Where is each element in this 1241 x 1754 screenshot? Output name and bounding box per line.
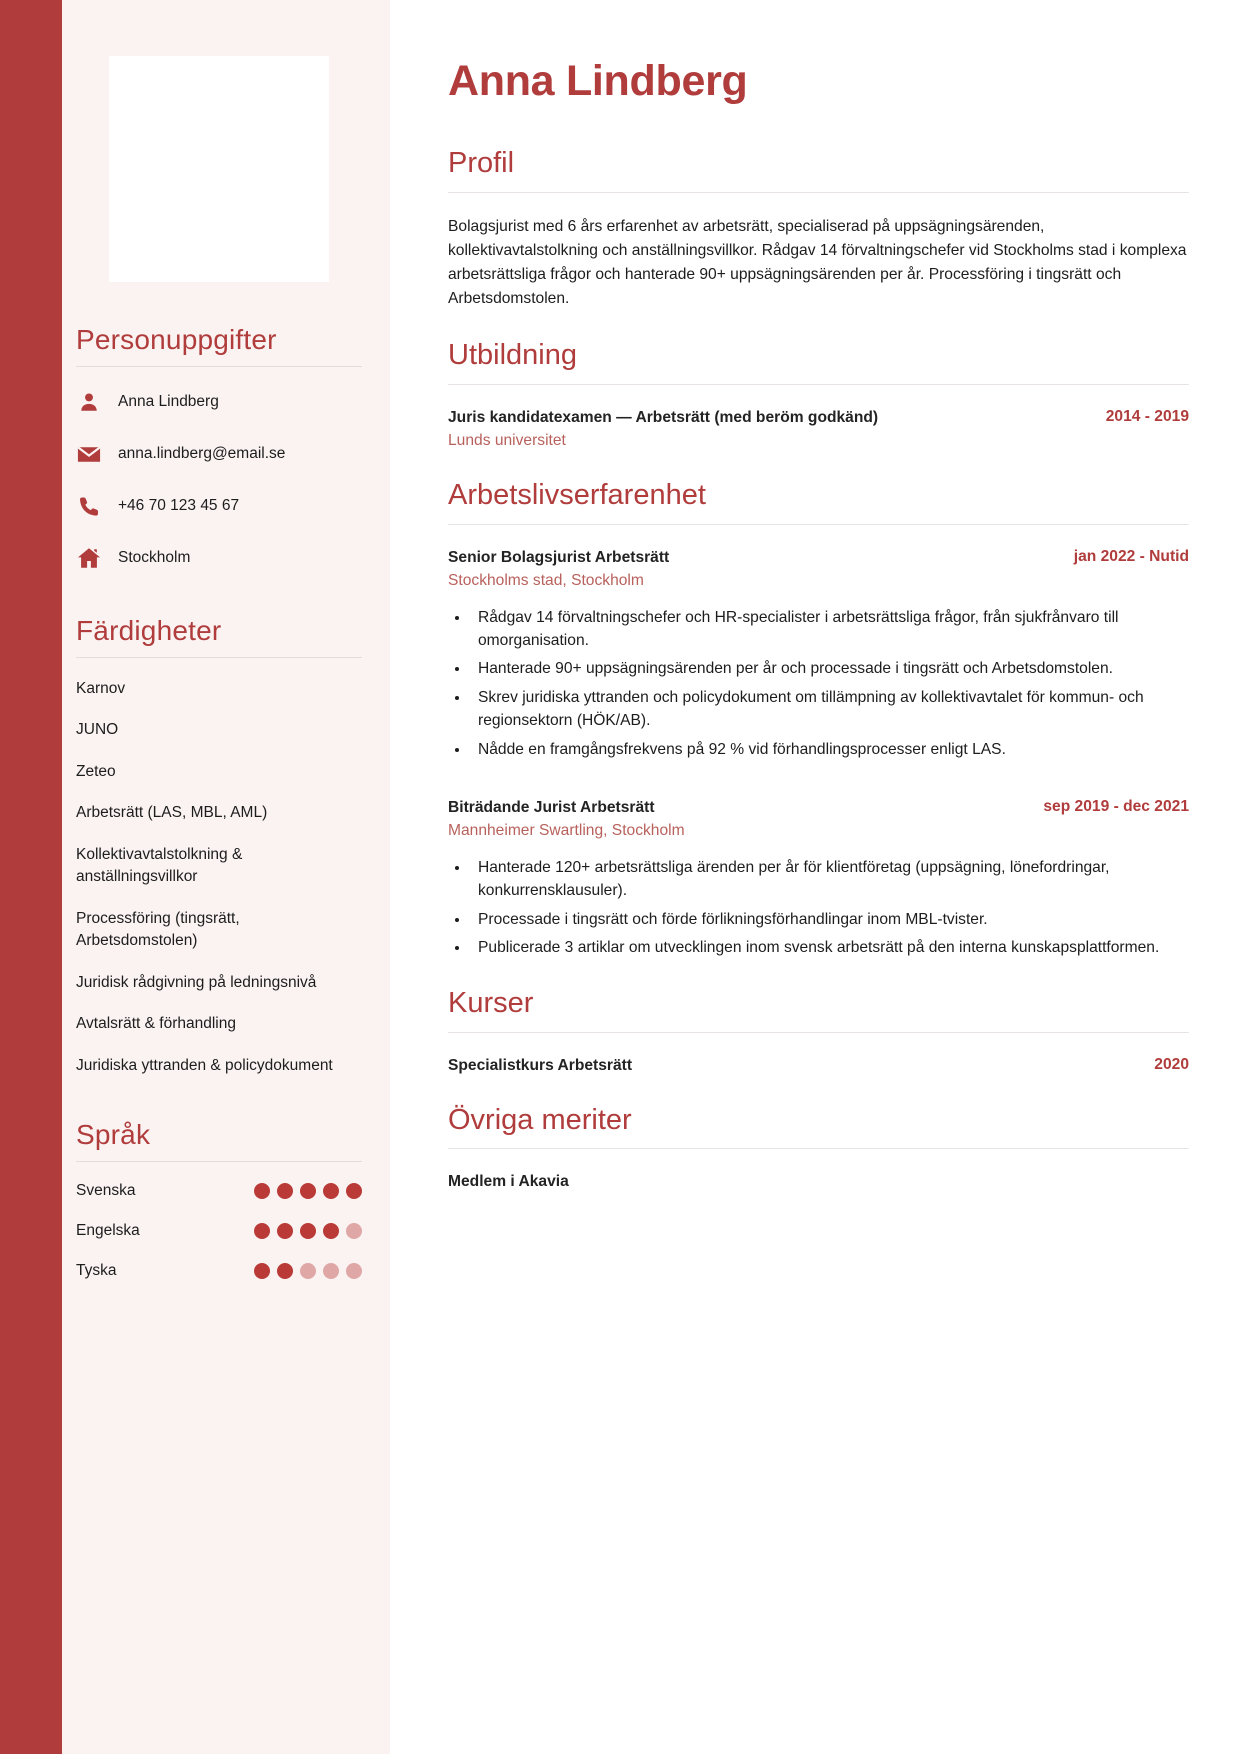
contact-value: +46 70 123 45 67: [118, 496, 240, 514]
entry-date: 2020: [1154, 1055, 1189, 1073]
section-heading-education: Utbildning: [448, 339, 577, 372]
entry-bullet: • Hanterade 120+ arbetsrättsliga ärenden per år för klientföretag (uppsägning, lönefordringar, konkurrensklausuler).: [470, 856, 1189, 903]
divider: [448, 384, 1189, 385]
skill-item: JUNO: [76, 721, 119, 739]
language-level-dot: [323, 1263, 339, 1279]
language-level-dot: [300, 1223, 316, 1239]
skill-item: Avtalsrätt & förhandling: [76, 1015, 236, 1033]
skill-item: Kollektivavtalstolkning & anställningsvillkor: [76, 845, 243, 886]
divider: [448, 1148, 1189, 1149]
language-level-dot: [346, 1263, 362, 1279]
sidebar-heading-personal: Personuppgifter: [76, 324, 277, 355]
section-education: [448, 339, 1189, 451]
skills-list: [76, 678, 362, 1077]
entry: [448, 407, 1189, 452]
entry: [448, 1055, 1189, 1076]
contact-row[interactable]: [76, 387, 362, 417]
entry-bullet: • Rådgav 14 förvaltningschefer och HR-specialister i arbetsrättsliga frågor, från sjukfrånvaro till omorganisation.: [470, 606, 1189, 653]
sidebar-heading-languages: Språk: [76, 1119, 151, 1151]
language-level-dot: [277, 1183, 293, 1199]
accent-stripe: [0, 0, 62, 1754]
entry-header: [448, 1055, 1189, 1076]
phone-icon: [76, 495, 102, 518]
entry-title: Biträdande Jurist Arbetsrätt: [448, 799, 655, 817]
contact-value: Anna Lindberg: [118, 392, 219, 410]
skill-item: Zeteo: [76, 762, 116, 780]
sidebar: [62, 0, 390, 1754]
language-name: Tyska: [76, 1262, 117, 1280]
language-level-dot: [300, 1263, 316, 1279]
divider: [76, 366, 362, 367]
language-row: [76, 1182, 362, 1200]
language-level-dots: [254, 1183, 362, 1199]
language-level-dot: [254, 1223, 270, 1239]
language-level-dot: [254, 1263, 270, 1279]
section-courses: [448, 987, 1189, 1075]
sidebar-heading-skills: Färdigheter: [76, 615, 222, 646]
language-row: [76, 1262, 362, 1280]
language-level-dot: [277, 1223, 293, 1239]
language-level-dots: [254, 1263, 362, 1279]
entry-title: Specialistkurs Arbetsrätt: [448, 1056, 633, 1074]
entry-bullet: • Hanterade 90+ uppsägningsärenden per år och processade i tingsrätt och Arbetsdomstolen.: [470, 657, 1189, 680]
entry-bullet: • Publicerade 3 artiklar om utvecklingen inom svensk arbetsrätt på den interna kunskapsplattformen.: [470, 936, 1189, 959]
section-experience: [448, 479, 1189, 959]
page-title: Anna Lindberg: [448, 57, 748, 105]
main-content: [390, 0, 1241, 1754]
entry-date: jan 2022 - Nutid: [1073, 547, 1189, 565]
entry-organization: Lunds universitet: [448, 431, 566, 449]
language-row: [76, 1222, 362, 1240]
language-level-dot: [323, 1183, 339, 1199]
divider: [448, 524, 1189, 525]
skill-item: Juridiska yttranden & policydokument: [76, 1056, 333, 1074]
language-level-dots: [254, 1223, 362, 1239]
profile-photo-placeholder: [109, 56, 329, 282]
entry-header: [448, 407, 1189, 428]
entry: [448, 547, 1189, 761]
contact-row[interactable]: [76, 439, 362, 469]
envelope-icon: [76, 445, 102, 464]
skill-item: Juridisk rådgivning på ledningsnivå: [76, 973, 317, 991]
section-heading-profile: Profil: [448, 147, 515, 180]
entry-bullets: [470, 606, 1189, 761]
language-level-dot: [277, 1263, 293, 1279]
contact-row[interactable]: [76, 543, 362, 573]
language-level-dot: [323, 1223, 339, 1239]
entry-bullet: • Nådde en framgångsfrekvens på 92 % vid förhandlingsprocesser enligt LAS.: [470, 738, 1189, 761]
divider: [76, 1161, 362, 1162]
home-icon: [76, 547, 102, 569]
entry-header: [448, 547, 1189, 568]
section-heading-courses: Kurser: [448, 987, 534, 1020]
language-level-dot: [300, 1183, 316, 1199]
other-entries: [448, 1171, 1189, 1192]
entry-title: Juris kandidatexamen — Arbetsrätt (med beröm godkänd): [448, 408, 879, 426]
language-name: Engelska: [76, 1222, 140, 1240]
contact-value: Stockholm: [118, 548, 191, 566]
entry-bullets: [470, 856, 1189, 960]
skill-item: Arbetsrätt (LAS, MBL, AML): [76, 804, 268, 822]
entry: [448, 1171, 1189, 1192]
spacer: [448, 771, 1189, 797]
language-name: Svenska: [76, 1182, 136, 1200]
section-heading-other: Övriga meriter: [448, 1103, 632, 1136]
entry-bullet: • Processade i tingsrätt och förde förlikningsförhandlingar inom MBL-tvister.: [470, 908, 1189, 931]
entry-date: 2014 - 2019: [1105, 407, 1189, 425]
language-level-dot: [254, 1183, 270, 1199]
entry-date: sep 2019 - dec 2021: [1043, 798, 1189, 816]
entry-organization: Mannheimer Swartling, Stockholm: [448, 822, 685, 840]
entry-title: Medlem i Akavia: [448, 1173, 569, 1191]
section-profile: [448, 147, 1189, 311]
skill-item: Karnov: [76, 680, 126, 697]
contact-value: anna.lindberg@email.se: [118, 444, 286, 462]
section-heading-experience: Arbetslivserfarenhet: [448, 479, 706, 512]
experience-entries: [448, 547, 1189, 960]
education-entries: [448, 407, 1189, 452]
skill-item: Processföring (tingsrätt, Arbetsdomstolen): [76, 909, 240, 950]
section-other-merits: [448, 1104, 1189, 1192]
languages-list: [76, 1182, 362, 1280]
divider: [76, 657, 362, 658]
language-level-dot: [346, 1223, 362, 1239]
divider: [448, 1032, 1189, 1033]
divider: [448, 192, 1189, 193]
person-icon: [76, 391, 102, 413]
contact-row[interactable]: [76, 491, 362, 521]
entry-header: [448, 797, 1189, 818]
entry-header: [448, 1171, 1189, 1192]
contact-list: [76, 387, 362, 573]
course-entries: [448, 1055, 1189, 1076]
profile-text: Bolagsjurist med 6 års erfarenhet av arbetsrätt, specialiserad på uppsägningsärenden, kollektivavtalstolkning och anställningsvillkor. Rådgav 14 förvaltningschefer vid Stockholms stad i komplexa arbetsrättsliga frågor och hanterade 90+ uppsägningsärenden per år. Processföring i tingsrätt och Arbetsdomstolen.: [448, 217, 1187, 308]
entry: [448, 797, 1189, 959]
language-level-dot: [346, 1183, 362, 1199]
entry-organization: Stockholms stad, Stockholm: [448, 571, 644, 589]
entry-bullet: • Skrev juridiska yttranden och policydokument om tillämpning av kollektivavtalet för kommun- och regionsektorn (HÖK/AB).: [470, 686, 1189, 733]
entry-title: Senior Bolagsjurist Arbetsrätt: [448, 548, 670, 566]
